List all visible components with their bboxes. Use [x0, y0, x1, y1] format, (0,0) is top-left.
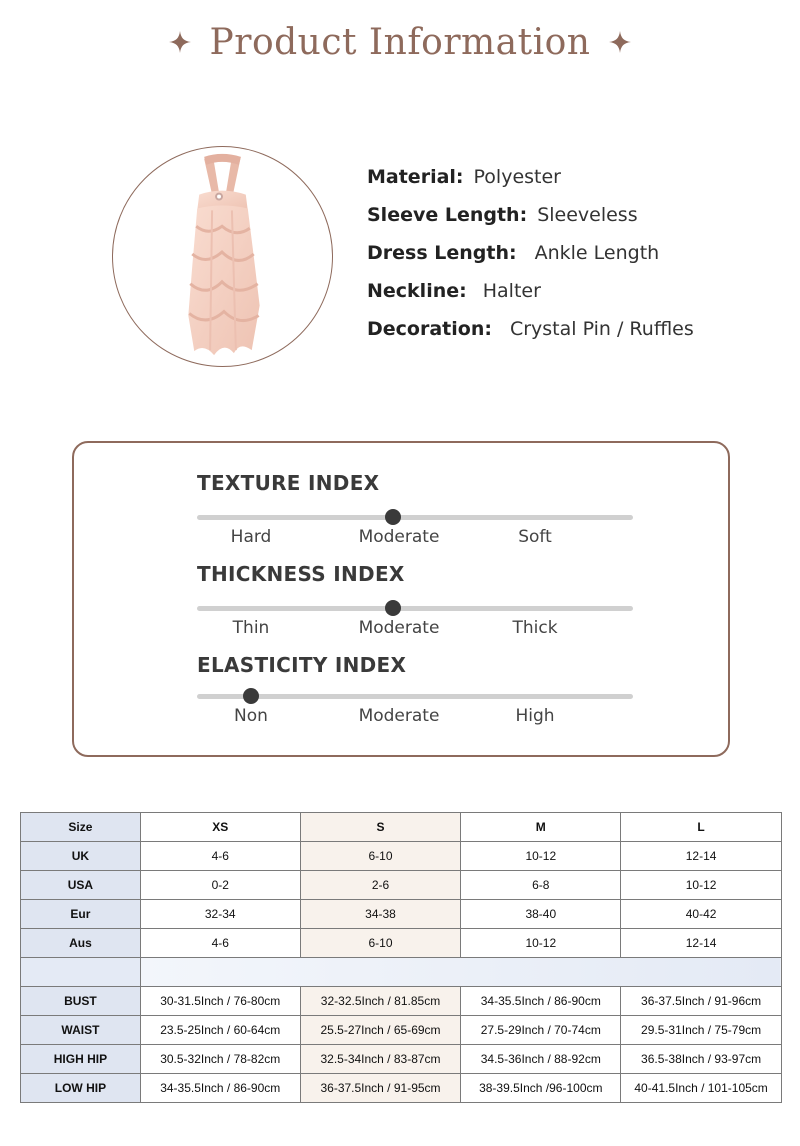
table-cell: 2-6 — [300, 871, 461, 900]
table-cell: 34-35.5Inch / 86-90cm — [461, 987, 621, 1016]
sparkle-icon — [608, 30, 632, 54]
attribute-label: Decoration: — [367, 318, 492, 340]
sparkle-icon — [168, 30, 192, 54]
page-title-bar — [0, 18, 800, 66]
texture-index-label-low: Hard — [230, 527, 272, 547]
table-row — [21, 1016, 782, 1045]
table-cell: 30.5-32Inch / 78-82cm — [140, 1045, 300, 1074]
table-row — [21, 929, 782, 958]
attribute-label: Sleeve Length: — [367, 204, 528, 226]
table-cell: 6-8 — [461, 871, 621, 900]
thickness-index-track — [197, 606, 633, 611]
table-row — [21, 1074, 782, 1103]
table-row — [21, 842, 782, 871]
table-header-cell: Size — [21, 813, 141, 842]
elasticity-index-knob — [243, 688, 259, 704]
table-cell: 10-12 — [621, 871, 782, 900]
table-cell: 40-42 — [621, 900, 782, 929]
attribute-value: Ankle Length — [534, 242, 660, 264]
attribute-label: Dress Length: — [367, 242, 517, 264]
table-cell: Eur — [21, 900, 141, 929]
table-cell: 32-32.5Inch / 81.85cm — [300, 987, 461, 1016]
table-cell: 4-6 — [140, 842, 300, 871]
size-chart-table — [20, 812, 782, 1103]
table-cell: 6-10 — [300, 929, 461, 958]
table-cell: 38-40 — [461, 900, 621, 929]
table-cell: Aus — [21, 929, 141, 958]
table-cell: 34-35.5Inch / 86-90cm — [140, 1074, 300, 1103]
table-cell: 12-14 — [621, 842, 782, 871]
texture-index-label-high: Soft — [518, 527, 552, 547]
dress-image — [113, 147, 332, 366]
texture-index-label-mid: Moderate — [358, 527, 440, 547]
table-cell: 36-37.5Inch / 91-95cm — [300, 1074, 461, 1103]
elasticity-index-label-high: High — [515, 706, 555, 726]
thickness-index-label-high: Thick — [512, 618, 558, 638]
table-header-cell: L — [621, 813, 782, 842]
attribute-dress-length — [367, 234, 694, 272]
attribute-decoration — [367, 310, 694, 348]
table-cell: 10-12 — [461, 842, 621, 871]
table-cell: WAIST — [21, 1016, 141, 1045]
table-cell: 27.5-29Inch / 70-74cm — [461, 1016, 621, 1045]
table-cell: 4-6 — [140, 929, 300, 958]
table-row — [21, 1045, 782, 1074]
fabric-index-panel — [72, 441, 730, 757]
texture-index-knob — [385, 509, 401, 525]
table-header-cell: M — [461, 813, 621, 842]
table-cell: 34-38 — [300, 900, 461, 929]
attribute-value: Crystal Pin / Ruffles — [509, 318, 694, 340]
table-cell: 36.5-38Inch / 93-97cm — [621, 1045, 782, 1074]
attribute-material — [367, 158, 694, 196]
table-cell: 0-2 — [140, 871, 300, 900]
table-row — [21, 900, 782, 929]
table-cell: 40-41.5Inch / 101-105cm — [621, 1074, 782, 1103]
attribute-label: Neckline: — [367, 280, 467, 302]
table-cell: 25.5-27Inch / 65-69cm — [300, 1016, 461, 1045]
table-header-cell: XS — [140, 813, 300, 842]
attribute-neckline — [367, 272, 694, 310]
table-spacer-cell — [21, 958, 141, 987]
elasticity-index-label-low: Non — [234, 706, 268, 726]
elasticity-index-title: ELASTICITY INDEX — [197, 653, 407, 677]
attribute-label: Material: — [367, 166, 464, 188]
table-header-cell: S — [300, 813, 461, 842]
table-cell: HIGH HIP — [21, 1045, 141, 1074]
page-title: Product Information — [209, 21, 591, 63]
elasticity-index-track — [197, 694, 633, 699]
product-attributes — [367, 158, 694, 348]
table-cell: LOW HIP — [21, 1074, 141, 1103]
table-cell: 10-12 — [461, 929, 621, 958]
table-cell: 32-34 — [140, 900, 300, 929]
table-cell: USA — [21, 871, 141, 900]
table-cell: 38-39.5Inch /96-100cm — [461, 1074, 621, 1103]
table-header-row — [21, 813, 782, 842]
table-spacer-row — [21, 958, 782, 987]
table-cell: 12-14 — [621, 929, 782, 958]
table-cell: 34.5-36Inch / 88-92cm — [461, 1045, 621, 1074]
texture-index-track — [197, 515, 633, 520]
attribute-sleeve-length — [367, 196, 694, 234]
table-row — [21, 987, 782, 1016]
table-cell: 32.5-34Inch / 83-87cm — [300, 1045, 461, 1074]
product-image — [112, 146, 333, 367]
table-spacer-cell — [140, 958, 781, 987]
table-cell: UK — [21, 842, 141, 871]
table-cell: 36-37.5Inch / 91-96cm — [621, 987, 782, 1016]
table-row — [21, 871, 782, 900]
table-cell: 23.5-25Inch / 60-64cm — [140, 1016, 300, 1045]
attribute-value: Polyester — [473, 166, 561, 188]
table-cell: 29.5-31Inch / 75-79cm — [621, 1016, 782, 1045]
thickness-index-label-low: Thin — [232, 618, 270, 638]
attribute-value: Sleeveless — [537, 204, 638, 226]
attribute-value: Halter — [482, 280, 541, 302]
table-cell: 6-10 — [300, 842, 461, 871]
table-cell: BUST — [21, 987, 141, 1016]
thickness-index-knob — [385, 600, 401, 616]
thickness-index-title: THICKNESS INDEX — [197, 562, 405, 586]
elasticity-index-label-mid: Moderate — [358, 706, 440, 726]
texture-index-title: TEXTURE INDEX — [197, 471, 380, 495]
table-cell: 30-31.5Inch / 76-80cm — [140, 987, 300, 1016]
thickness-index-label-mid: Moderate — [358, 618, 440, 638]
